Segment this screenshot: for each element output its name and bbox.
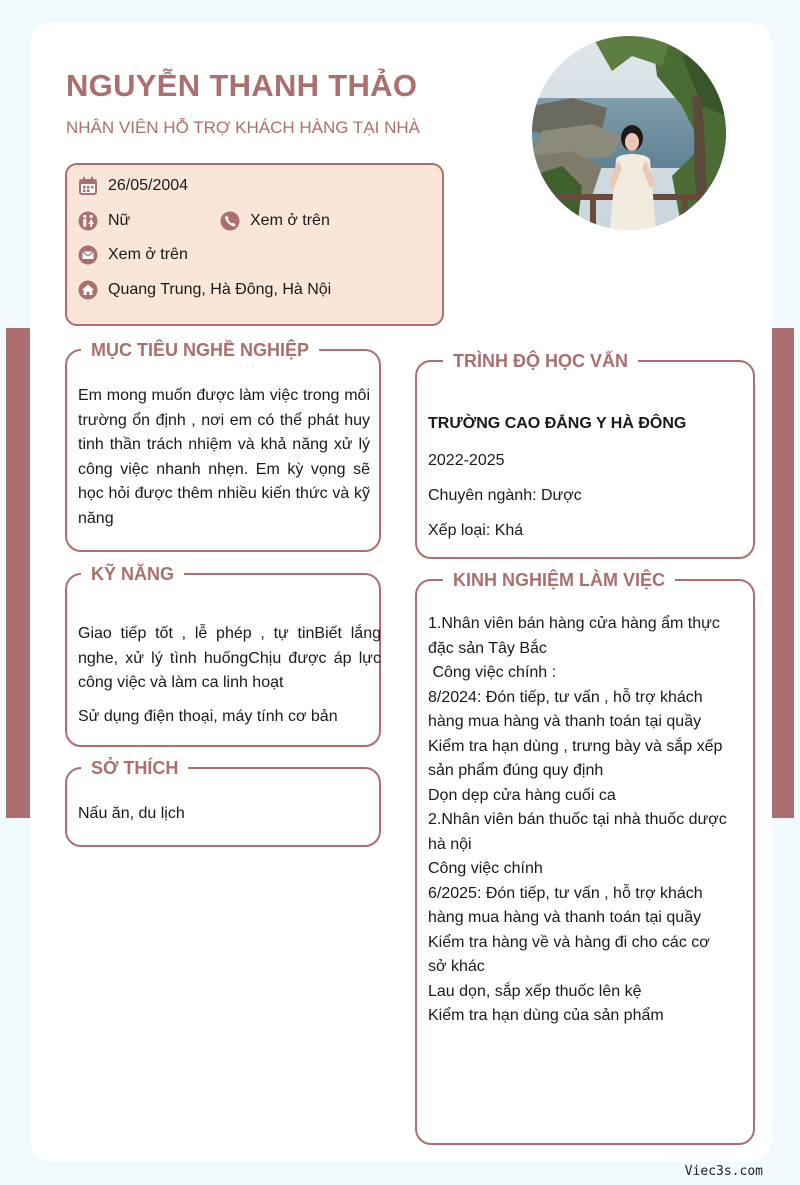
education-years: 2022-2025	[428, 452, 505, 469]
work-experience-list	[428, 612, 728, 1029]
gender-text: Nữ	[108, 212, 131, 229]
education-major: Chuyên ngành: Dược	[428, 487, 582, 504]
career-objective-heading: MỤC TIÊU NGHỀ NGHIỆP	[81, 337, 319, 363]
experience-line: 6/2025: Đón tiếp, tư vấn , hỗ trợ khách hàng mua hàng và thanh toán tại quầy	[428, 884, 703, 926]
profile-photo	[532, 36, 726, 230]
watermark-text: Viec3s.com	[684, 1164, 763, 1179]
work-experience-section	[415, 570, 755, 1145]
hobbies-section	[65, 758, 381, 847]
experience-line: Công việc chính	[428, 860, 543, 877]
education-grade: Xếp loại: Khá	[428, 522, 524, 539]
experience-line: 1.Nhân viên bán hàng cửa hàng ẩm thực đặc sản Tây Bắc	[428, 615, 720, 657]
school-name: TRƯỜNG CAO ĐẲNG Y HÀ ĐÔNG	[428, 415, 687, 432]
phone-row	[220, 211, 330, 231]
education-heading: TRÌNH ĐỘ HỌC VẤN	[443, 348, 638, 374]
skills-item: Sử dụng điện thoại, máy tính cơ bản	[78, 708, 338, 725]
right-accent-bar	[770, 328, 794, 818]
candidate-name: NGUYỄN THANH THẢO	[66, 68, 418, 103]
email-text: Xem ở trên	[108, 246, 188, 263]
envelope-icon	[78, 245, 98, 265]
address-text: Quang Trung, Hà Đông, Hà Nội	[108, 281, 332, 298]
hobbies-text: Nấu ăn, du lịch	[78, 805, 185, 822]
education-section	[415, 351, 755, 559]
email-row	[78, 245, 188, 265]
experience-line: 8/2024: Đón tiếp, tư vấn , hỗ trợ khách hàng mua hàng và thanh toán tại quầy	[428, 688, 703, 730]
skills-section	[65, 564, 381, 747]
experience-line: 2.Nhân viên bán thuốc tại nhà thuốc dược hà nội	[428, 811, 727, 853]
address-row	[78, 280, 331, 300]
experience-line: Kiểm tra hạn dùng , trưng bày và sắp xếp sản phẩm đúng quy định	[428, 737, 723, 779]
phone-text: Xem ở trên	[250, 212, 330, 229]
career-objective-text: Em mong muốn được làm việc trong môi trường ổn định , nơi em có thể phát huy tinh thần trách nhiệm và khả năng xử lý công việc nhanh nhẹn. Em kỳ vọng sẽ học hỏi được thêm nhiều kiến thức và kỹ năng	[78, 387, 370, 527]
gender-row	[78, 211, 130, 231]
birthday-text: 26/05/2004	[108, 177, 189, 194]
experience-line: Dọn dẹp cửa hàng cuối ca	[428, 786, 616, 804]
job-title: NHÂN VIÊN HỖ TRỢ KHÁCH HÀNG TẠI NHÀ	[66, 118, 420, 137]
hobbies-heading: SỞ THÍCH	[81, 755, 188, 781]
experience-line: Kiểm tra hạn dùng của sản phẩm	[428, 1007, 664, 1024]
calendar-icon	[78, 176, 98, 196]
work-experience-heading: KINH NGHIỆM LÀM VIỆC	[443, 567, 675, 593]
experience-line: Công việc chính :	[428, 664, 557, 681]
experience-line: Kiểm tra hàng về và hàng đi cho các cơ sở khác	[428, 933, 710, 975]
home-icon	[78, 280, 98, 300]
contact-info-panel	[65, 163, 444, 326]
career-objective-section	[65, 340, 381, 552]
gender-icon	[78, 211, 98, 231]
experience-line: Lau dọn, sắp xếp thuốc lên kệ	[428, 982, 642, 1000]
skills-item: Giao tiếp tốt , lễ phép , tự tinBiết lắng nghe, xử lý tình huốngChịu được áp lực công việc và làm ca linh hoạt	[78, 625, 381, 691]
birthday-row	[78, 176, 188, 196]
phone-icon	[220, 211, 240, 231]
left-accent-bar	[6, 328, 30, 818]
skills-heading: KỸ NĂNG	[81, 561, 184, 587]
